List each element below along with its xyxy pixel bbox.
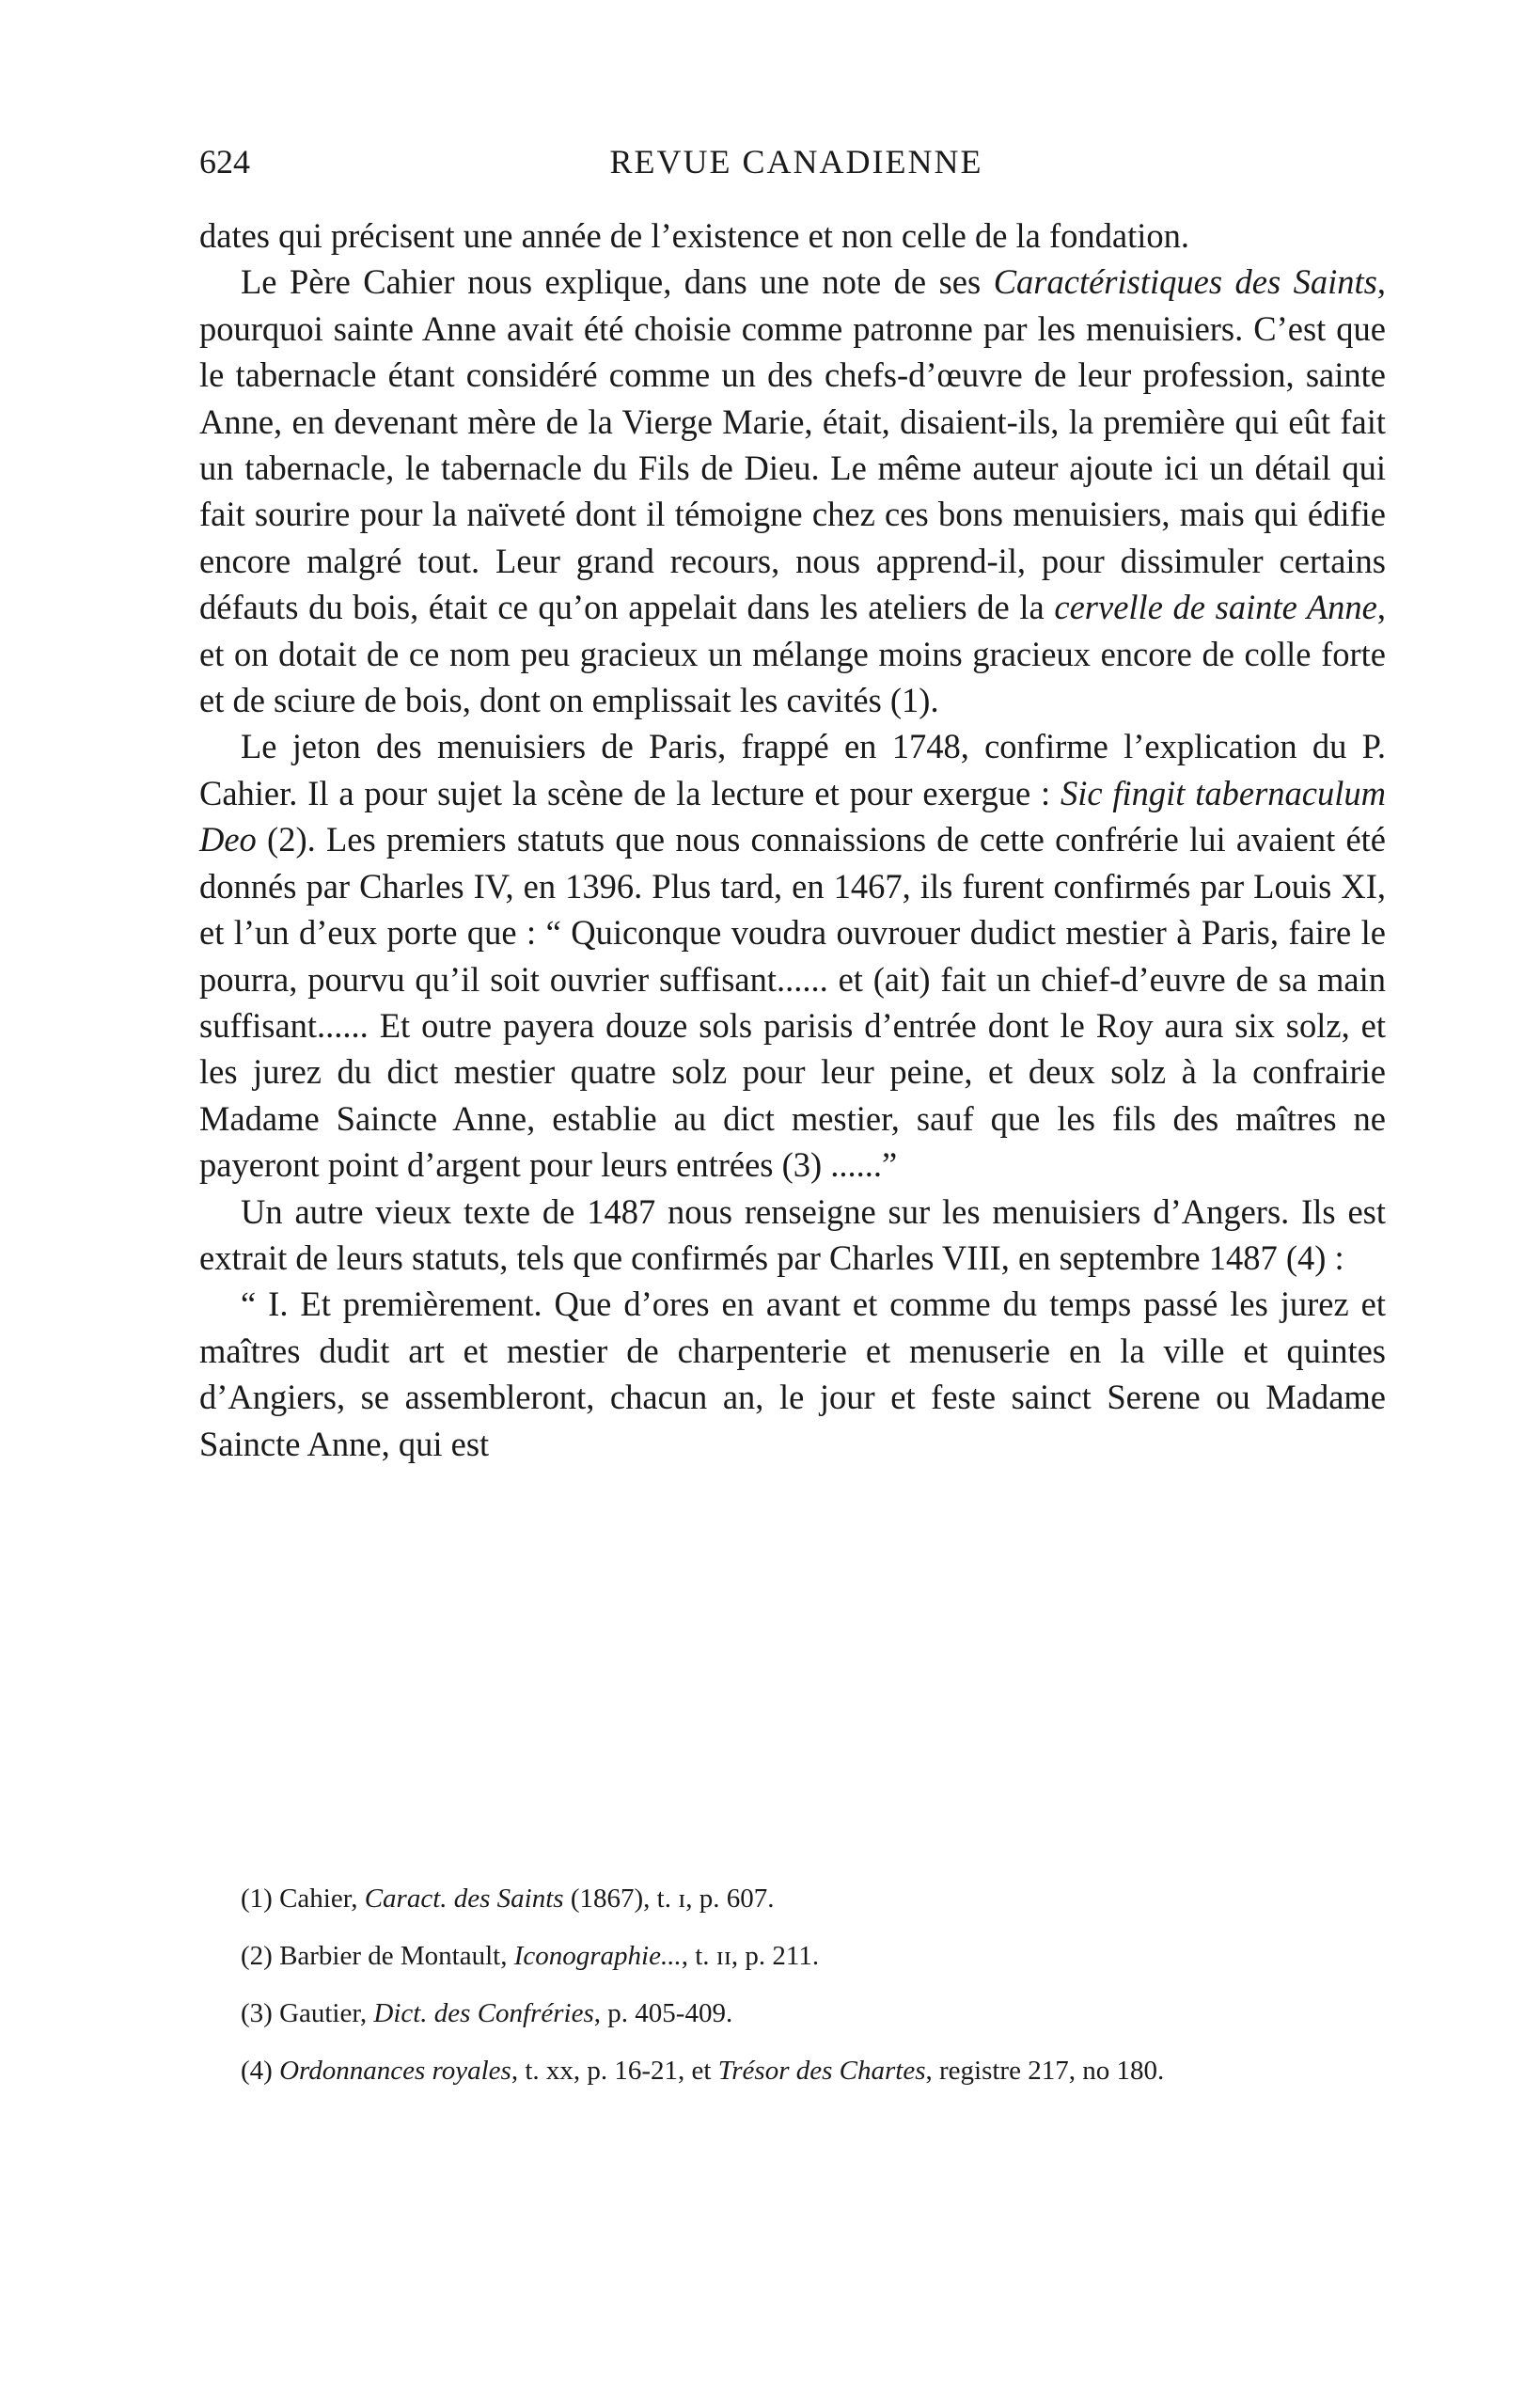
footnote-3-text-c: , p. 405-409. [593, 1998, 733, 2028]
page-header [199, 139, 1393, 184]
footnote-4-text-c: , t. xx, p. 16-21, et [511, 2056, 718, 2086]
paragraph-2-italic-term: cervelle de sainte Anne [1054, 588, 1377, 627]
footnote-3-italic: Dict. des Confréries [373, 1998, 594, 2028]
footnote-1-italic: Caract. des Saints [364, 1884, 564, 1914]
paragraph-4-text: Un autre vieux texte de 1487 nous renseigne sur les menuisiers d’Angers. Ils est extrait de leurs statuts, tels que confirmés par Charles VIII, en septembre 1487 (4) : [199, 1191, 1386, 1277]
footnote-4-text-a: (4) [241, 2056, 280, 2086]
footnote-3 [199, 1997, 1386, 2030]
body-text [199, 213, 1386, 1467]
footnote-2-text-a: (2) Barbier de Montault, [241, 1941, 514, 1971]
footnote-4-italic-2: Trésor des Chartes [717, 2056, 926, 2086]
footnote-1-text-c: (1867), t. ɪ, p. 607. [563, 1884, 775, 1914]
paragraph-1 [199, 213, 1386, 259]
footnote-4-text-e: , registre 217, no 180. [925, 2056, 1165, 2086]
paragraph-3-italic-motto: Sic fingit tabernaculum Deo [199, 773, 1386, 859]
footnote-4 [199, 2055, 1386, 2088]
paragraph-2-text-c: , pourquoi sainte Anne avait été choisie comme patronne par les menuisiers. C’est que le tabernacle étant considéré comme un des chefs-d’œuvre de leur profession, sainte Anne, en devenant mère de la Vierge Marie, était, disaient-ils, la première qui eût fait un tabernacle, le tabernacle du Fils de Dieu. Le même auteur ajoute ici un détail qui fait sourire pour la naïveté dont il témoigne chez ces bons menuisiers, mais qui édifie encore malgré tout. Leur grand recours, nous apprend-il, pour dissimuler certains défauts du bois, était ce qu’on appelait dans les ateliers de la [199, 262, 1387, 627]
footnote-2 [199, 1940, 1386, 1973]
footnotes [199, 1883, 1386, 2112]
paragraph-2-italic-title: Caractéristiques des Saints [993, 262, 1377, 302]
paragraph-2 [199, 259, 1386, 723]
running-title: REVUE CANADIENNE [609, 143, 983, 181]
footnote-3-text-a: (3) Gautier, [241, 1998, 374, 2028]
paragraph-5 [199, 1281, 1386, 1467]
page-number: 624 [199, 143, 250, 181]
footnote-2-text-c: , t. ɪɪ, p. 211. [681, 1941, 820, 1971]
footnote-4-italic-1: Ordonnances royales [279, 2056, 511, 2086]
footnote-1-text-a: (1) Cahier, [241, 1884, 365, 1914]
paragraph-3-text-c: (2). Les premiers statuts que nous connaissions de cette confrérie lui avaient été donnés par Charles IV, en 1396. Plus tard, en 1467, ils furent confirmés par Louis XI, et l’un d’eux porte que : “ Quiconque voudra ouvrouer dudict mestier à Paris, faire le pourra, pourvu qu’il soit ouvrier suffisant...... et (ait) fait un chief-d’euvre de sa main suffisant...... Et outre payera douze sols parisis d’entrée dont le Roy aura six solz, et les jurez du dict mestier quatre solz pour leur peine, et deux solz à la confrairie Madame Saincte Anne, establie au dict mestier, sauf que les fils des maîtres ne payeront point d’argent pour leurs entrées (3) ......” [199, 820, 1386, 1185]
paragraph-3-text-a: Le jeton des menuisiers de Paris, frappé en 1748, confirme l’explication du P. Cahier. Il a pour sujet la scène de la lecture et pour exergue : [199, 727, 1386, 812]
footnote-1 [199, 1883, 1386, 1915]
paragraph-2-text-a: Le Père Cahier nous explique, dans une note de ses [241, 262, 994, 302]
paragraph-2-text-e: , et on dotait de ce nom peu gracieux un mélange moins gracieux encore de colle forte et de sciure de bois, dont on emplissait les cavités (1). [199, 588, 1386, 720]
paragraph-3 [199, 723, 1386, 1188]
footnote-2-italic: Iconographie... [513, 1941, 682, 1971]
paragraph-1-text: dates qui précisent une année de l’existence et non celle de la fondation. [199, 216, 1189, 255]
paragraph-5-text: “ I. Et premièrement. Que d’ores en avant et comme du temps passé les jurez et maîtres dudit art et mestier de charpenterie et menuserie en la ville et quintes d’Angiers, se assembleront, chacun an, le jour et feste sainct Serene ou Madame Saincte Anne, qui est [199, 1285, 1386, 1463]
paragraph-4 [199, 1189, 1386, 1282]
